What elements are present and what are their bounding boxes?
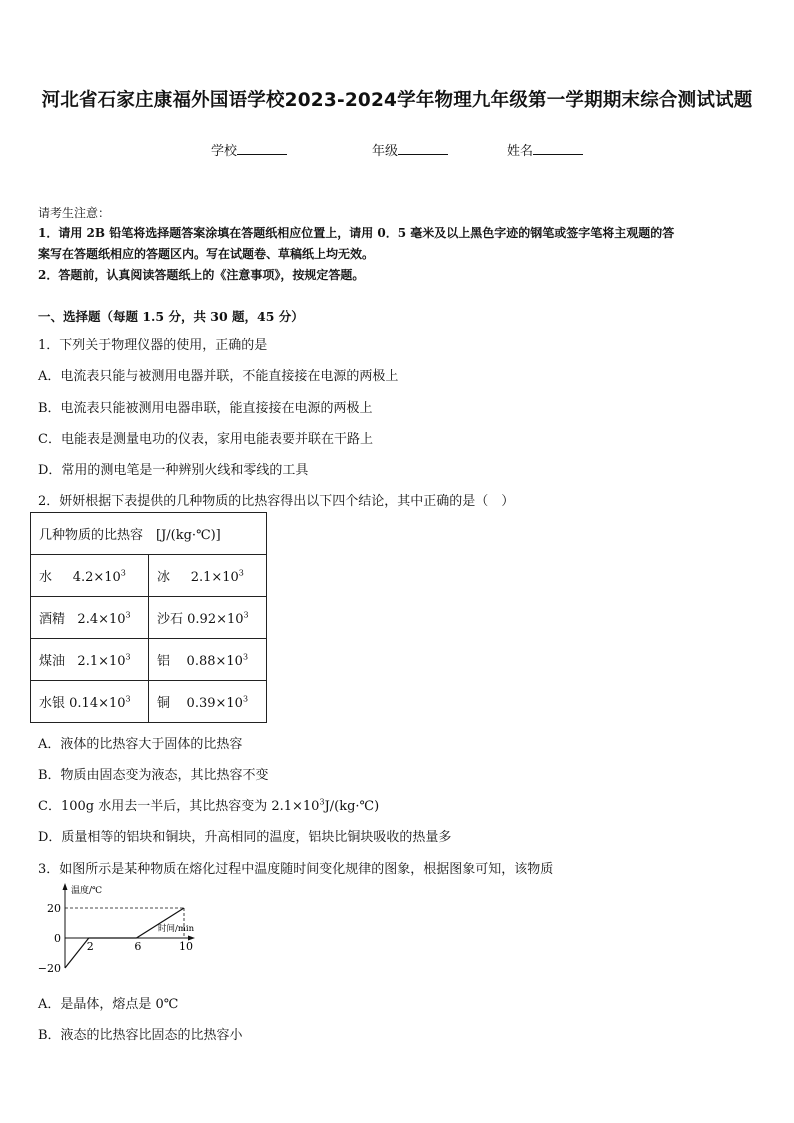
table-cell: 沙石 $0.92\times 10^3$ <box>149 597 267 639</box>
table-cell: 铝 $0.88\times 10^3$ <box>149 639 267 681</box>
q3-option-b[interactable]: B．液态的比热容比固态的比热容小 <box>38 1028 243 1043</box>
section-heading: 一、选择题（每题 1.5 分，共 30 题，45 分） <box>38 309 304 324</box>
y-tick-label: −20 <box>37 962 61 975</box>
x-tick-label: 10 <box>179 940 193 953</box>
notice-line-1b: 案写在答题纸相应的答题区内。写在试题卷、草稿纸上均无效。 <box>38 247 375 261</box>
q2-option-a[interactable]: A．液体的比热容大于固体的比热容 <box>38 737 243 752</box>
q2-option-c[interactable]: C．100g 水用去一半后，其比热容变为 $2.1\times 10^3J/(kg\cdot℃)$ <box>38 797 380 814</box>
table-cell: 酒精 $2.4\times 10^3$ <box>31 597 149 639</box>
specific-heat-table <box>30 512 267 723</box>
q1-stem: 1．下列关于物理仪器的使用，正确的是 <box>38 338 268 353</box>
page-title: 河北省石家庄康福外国语学校2023-2024学年物理九年级第一学期期末综合测试试题 <box>41 90 753 111</box>
table-row <box>31 681 267 723</box>
school-label: 学校 <box>211 144 238 159</box>
name-blank[interactable] <box>533 141 583 155</box>
table-row <box>31 555 267 597</box>
table-cell: 铜 $0.39\times 10^3$ <box>149 681 267 723</box>
notice-line-1a: 1．请用 2B 铅笔将选择题答案涂填在答题纸相应位置上，请用 0．5 毫米及以上黑色字迹的钢笔或签字笔将主观题的答 <box>38 226 675 240</box>
x-tick-label: 6 <box>134 940 142 953</box>
y-tick-label: 20 <box>47 902 61 915</box>
q1-option-c[interactable]: C．电能表是测量电功的仪表，家用电能表要并联在干路上 <box>38 432 373 447</box>
q2-option-d[interactable]: D．质量相等的铝块和铜块，升高相同的温度，铝块比铜块吸收的热量多 <box>38 830 452 845</box>
table-row <box>31 639 267 681</box>
y-tick-label: 0 <box>54 932 61 945</box>
table-header: 几种物质的比热容 [J/(kg·℃)] <box>31 513 267 555</box>
name-label: 姓名 <box>507 144 534 159</box>
notice-line-2: 2．答题前，认真阅读答题纸上的《注意事项》，按规定答题。 <box>38 268 365 282</box>
table-row <box>31 597 267 639</box>
name-field[interactable] <box>507 140 583 159</box>
grade-label: 年级 <box>372 144 399 159</box>
q2-stem: 2．妍妍根据下表提供的几种物质的比热容得出以下四个结论，其中正确的是（ ） <box>38 494 515 509</box>
melting-curve-chart <box>34 880 214 980</box>
q3-option-a[interactable]: A．是晶体，熔点是 0℃ <box>38 997 179 1012</box>
x-axis-label: 时间/min <box>158 924 195 934</box>
school-field[interactable] <box>211 140 287 159</box>
q1-option-a[interactable]: A．电流表只能与被测用电器并联，不能直接接在电源的两极上 <box>38 369 399 384</box>
grade-blank[interactable] <box>398 141 448 155</box>
y-axis-arrow <box>63 883 68 890</box>
notice-heading: 请考生注意： <box>38 206 111 220</box>
table-cell: 水 $4.2\times 10^3$ <box>31 555 149 597</box>
school-blank[interactable] <box>237 141 287 155</box>
table-cell: 煤油 $2.1\times 10^3$ <box>31 639 149 681</box>
x-tick-label: 2 <box>86 940 94 953</box>
table-cell: 冰 $2.1\times 10^3$ <box>149 555 267 597</box>
q1-option-d[interactable]: D．常用的测电笔是一种辨别火线和零线的工具 <box>38 463 309 478</box>
y-axis-label: 温度/℃ <box>71 886 103 896</box>
q2-option-b[interactable]: B．物质由固态变为液态，其比热容不变 <box>38 768 269 783</box>
q3-stem: 3．如图所示是某种物质在熔化过程中温度随时间变化规律的图象，根据图象可知，该物质 <box>38 862 554 877</box>
grade-field[interactable] <box>372 140 448 159</box>
table-cell: 水银 $0.14\times 10^3$ <box>31 681 149 723</box>
q1-option-b[interactable]: B．电流表只能被测用电器串联，能直接接在电源的两极上 <box>38 401 373 416</box>
